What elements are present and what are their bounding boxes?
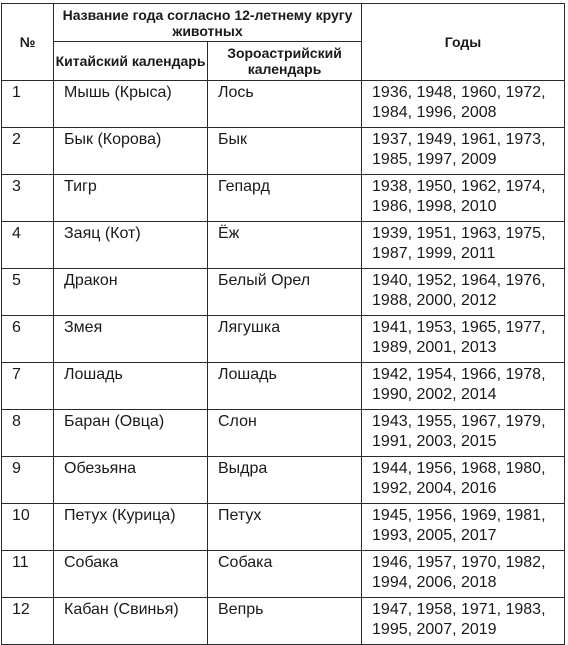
header-zoroastrian-calendar: Зороастрийский календарь [208,42,362,81]
chinese-animal: Кабан (Свинья) [54,598,208,645]
chinese-animal: Змея [54,316,208,363]
zoroastrian-animal: Лошадь [208,363,362,410]
chinese-animal: Обезьяна [54,457,208,504]
header-chinese-calendar: Китайский календарь [54,42,208,81]
years-line: 1945, 1956, 1969, 1981, [372,507,546,524]
years-line: 1942, 1954, 1966, 1978, [372,366,546,383]
years-line: 1939, 1951, 1963, 1975, [372,225,546,242]
years-line: 1938, 1950, 1962, 1974, [372,178,546,195]
years-line: 1991, 2003, 2015 [372,433,497,450]
years-line: 1936, 1948, 1960, 1972, [372,84,546,101]
years-line: 1990, 2002, 2014 [372,386,497,403]
years-line: 1943, 1955, 1967, 1979, [372,413,546,430]
zoroastrian-animal: Собака [208,551,362,598]
zoroastrian-animal: Лягушка [208,316,362,363]
years-line: 1995, 2007, 2019 [372,621,497,638]
chinese-animal: Заяц (Кот) [54,222,208,269]
chinese-animal: Петух (Курица) [54,504,208,551]
years-line: 1944, 1956, 1968, 1980, [372,460,546,477]
years-cell [362,269,565,316]
chinese-animal: Тигр [54,175,208,222]
years-line: 1946, 1957, 1970, 1982, [372,554,546,571]
chinese-animal: Бык (Корова) [54,128,208,175]
row-number: 9 [2,457,54,504]
row-number: 10 [2,504,54,551]
table-row [2,504,565,551]
row-number: 11 [2,551,54,598]
table-row [2,457,565,504]
table-row [2,598,565,645]
years-line: 1940, 1952, 1964, 1976, [372,272,546,289]
years-line: 1937, 1949, 1961, 1973, [372,131,546,148]
years-line: 1941, 1953, 1965, 1977, [372,319,546,336]
row-number: 3 [2,175,54,222]
years-cell [362,598,565,645]
row-number: 1 [2,81,54,128]
chinese-animal: Мышь (Крыса) [54,81,208,128]
zoroastrian-animal: Лось [208,81,362,128]
years-cell [362,175,565,222]
row-number: 5 [2,269,54,316]
years-cell [362,222,565,269]
zoroastrian-animal: Слон [208,410,362,457]
zodiac-table-container [1,3,565,645]
header-years: Годы [362,4,565,81]
row-number: 6 [2,316,54,363]
years-line: 1984, 1996, 2008 [372,104,497,121]
chinese-animal: Дракон [54,269,208,316]
years-cell [362,81,565,128]
table-row [2,175,565,222]
table-row [2,81,565,128]
years-cell [362,316,565,363]
years-cell [362,410,565,457]
zoroastrian-animal: Вепрь [208,598,362,645]
header-year-name-group: Название года согласно 12-летнему кругу животных [54,4,362,42]
years-line: 1988, 2000, 2012 [372,292,497,309]
table-row [2,222,565,269]
zoroastrian-animal: Бык [208,128,362,175]
years-cell [362,363,565,410]
years-cell [362,551,565,598]
years-line: 1985, 1997, 2009 [372,151,497,168]
years-line: 1986, 1998, 2010 [372,198,497,215]
chinese-animal: Баран (Овца) [54,410,208,457]
table-row [2,128,565,175]
table-row [2,269,565,316]
years-line: 1992, 2004, 2016 [372,480,497,497]
years-cell [362,128,565,175]
zoroastrian-animal: Ёж [208,222,362,269]
years-line: 1993, 2005, 2017 [372,527,497,544]
zodiac-years-table [1,3,565,645]
chinese-animal: Лошадь [54,363,208,410]
zoroastrian-animal: Петух [208,504,362,551]
years-line: 1994, 2006, 2018 [372,574,497,591]
zoroastrian-animal: Выдра [208,457,362,504]
zoroastrian-animal: Белый Орел [208,269,362,316]
zoroastrian-animal: Гепард [208,175,362,222]
chinese-animal: Собака [54,551,208,598]
years-line: 1989, 2001, 2013 [372,339,497,356]
years-cell [362,457,565,504]
years-cell [362,504,565,551]
years-line: 1987, 1999, 2011 [372,245,496,262]
table-row [2,410,565,457]
table-row [2,363,565,410]
row-number: 4 [2,222,54,269]
header-number: № [2,4,54,81]
row-number: 12 [2,598,54,645]
row-number: 7 [2,363,54,410]
table-row [2,316,565,363]
row-number: 2 [2,128,54,175]
row-number: 8 [2,410,54,457]
years-line: 1947, 1958, 1971, 1983, [372,601,546,618]
table-header-row [2,4,565,42]
table-row [2,551,565,598]
